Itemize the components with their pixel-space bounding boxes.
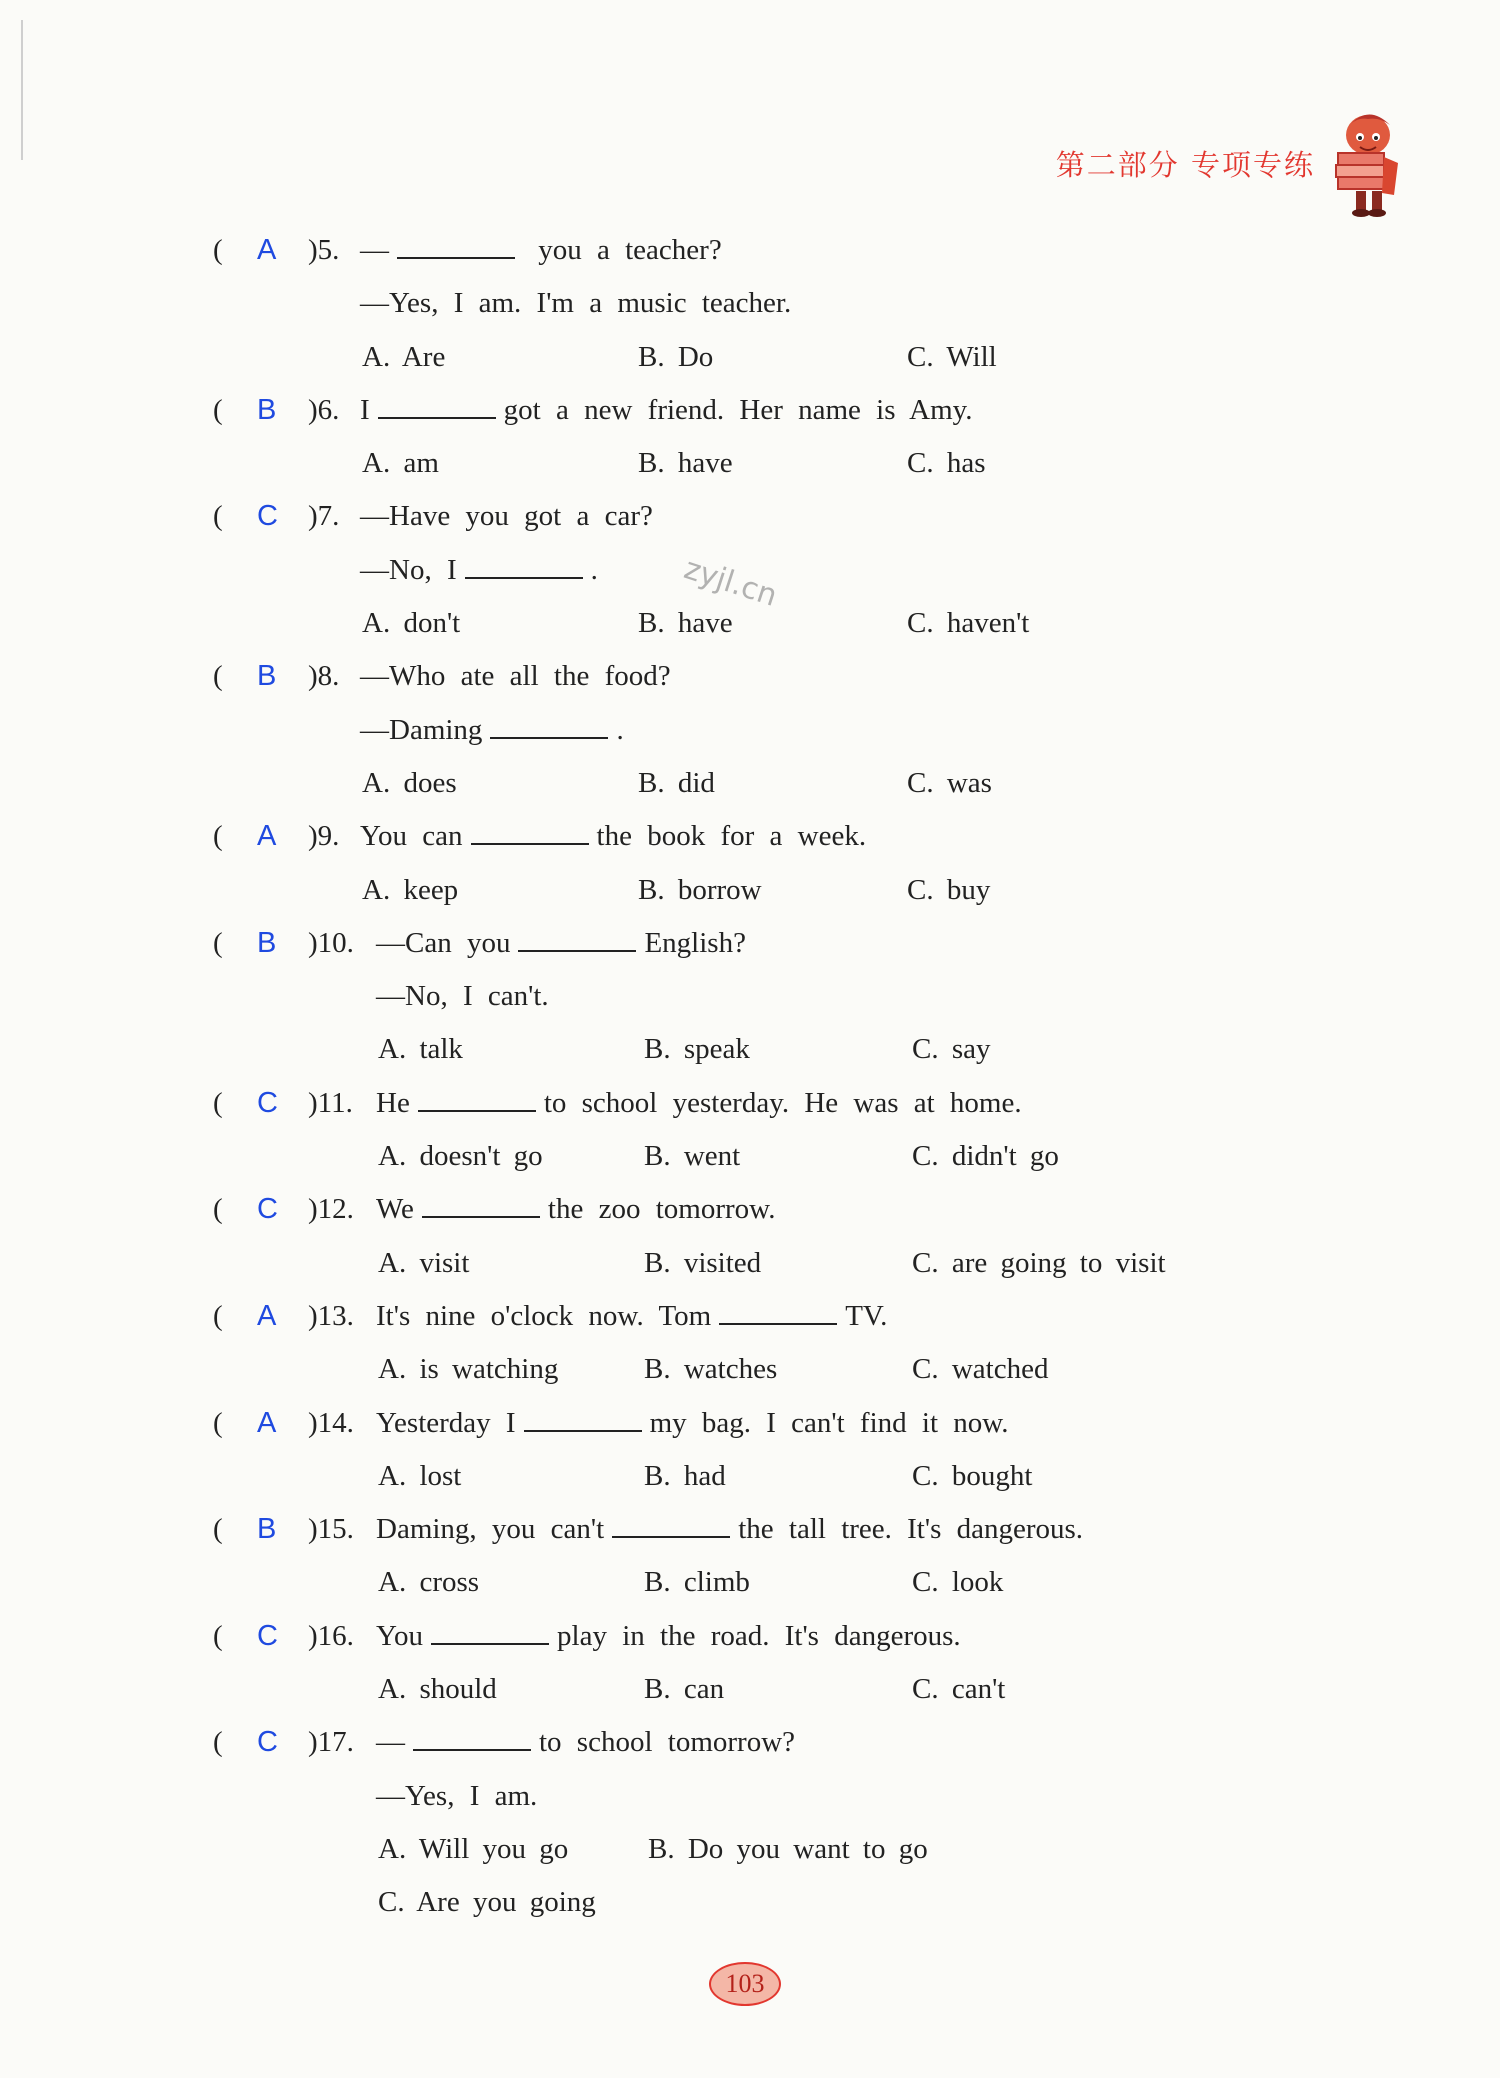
option-b: B. have: [638, 447, 733, 480]
answer-mark: C: [257, 1726, 278, 1759]
answer-blank: [378, 393, 496, 419]
answer-paren: (: [213, 1193, 223, 1226]
question-stem: —No, I .: [360, 553, 598, 586]
options-line: [210, 331, 1310, 384]
answer-mark: B: [257, 1513, 277, 1546]
question-line: [210, 384, 1310, 437]
question-stem: Daming, you can't the tall tree. It's dangerous.: [376, 1513, 1084, 1546]
question-number: )17.: [308, 1726, 354, 1759]
answer-blank: [431, 1619, 549, 1645]
question-line: [210, 970, 1310, 1023]
question-line: [210, 1290, 1310, 1343]
answer-blank: [413, 1725, 531, 1751]
answer-mark: B: [257, 660, 277, 693]
question-number: )16.: [308, 1619, 354, 1652]
page-header: [1015, 105, 1415, 220]
question-number: )8.: [308, 660, 340, 693]
answer-blank: [524, 1406, 642, 1432]
options-line: [210, 1663, 1310, 1716]
options-line: [210, 757, 1310, 810]
question-number: )11.: [308, 1086, 353, 1119]
question-line: [210, 917, 1310, 970]
option-c: C. Will: [907, 340, 997, 373]
question-stem: —Can you English?: [376, 926, 746, 959]
option-a: A. Are: [362, 340, 446, 373]
question-line: [210, 1503, 1310, 1556]
answer-mark: A: [257, 234, 277, 266]
option-c: C. watched: [912, 1353, 1049, 1386]
page-number: 103: [709, 1962, 781, 2006]
answer-paren: (: [213, 1086, 223, 1119]
option-b: B. visited: [644, 1246, 762, 1279]
question-line: [210, 810, 1310, 863]
question-line: [210, 1716, 1310, 1769]
option-c: C. are going to visit: [912, 1246, 1166, 1279]
option-b: B. borrow: [638, 873, 762, 906]
option-c: C. can't: [912, 1673, 1006, 1706]
question-stem: Yesterday I my bag. I can't find it now.: [376, 1406, 1009, 1439]
option-b: B. Do you want to go: [648, 1832, 928, 1865]
options-line: [210, 597, 1310, 650]
question-stem: —Have you got a car?: [360, 500, 653, 533]
option-a: A. am: [362, 447, 439, 480]
option-a: A. cross: [378, 1566, 480, 1599]
question-stem: —Daming .: [360, 713, 624, 746]
option-c: C. was: [907, 766, 992, 799]
option-a: A. doesn't go: [378, 1140, 543, 1173]
option-b: B. went: [644, 1140, 741, 1173]
options-line: [210, 1450, 1310, 1503]
option-a: A. lost: [378, 1459, 462, 1492]
option-a: A. talk: [378, 1033, 463, 1066]
options-line: [210, 864, 1310, 917]
option-c: C. didn't go: [912, 1140, 1059, 1173]
option-c: C. bought: [912, 1459, 1033, 1492]
answer-mark: C: [257, 1193, 278, 1226]
question-stem: —Yes, I am. I'm a music teacher.: [360, 287, 792, 320]
question-number: )12.: [308, 1193, 354, 1226]
section-title: 第二部分 专项专练: [1055, 148, 1315, 182]
options-line: [210, 1556, 1310, 1609]
watermark: zyjl.cn: [679, 551, 782, 614]
question-stem: —No, I can't.: [376, 980, 549, 1013]
option-a: A. don't: [362, 607, 461, 640]
options-line: [210, 1237, 1310, 1290]
option-a: A. does: [362, 766, 457, 799]
question-number: )7.: [308, 500, 340, 533]
question-line: [210, 650, 1310, 703]
answer-mark: B: [257, 926, 277, 959]
question-line: [210, 1610, 1310, 1663]
question-stem: You can the book for a week.: [360, 820, 867, 853]
answer-paren: (: [213, 1406, 223, 1439]
answer-paren: (: [213, 1619, 223, 1652]
answer-mark: A: [257, 820, 277, 853]
option-b: B. have: [638, 607, 733, 640]
question-line: [210, 1077, 1310, 1130]
options-line: [210, 1876, 1310, 1929]
question-number: )15.: [308, 1513, 354, 1546]
question-stem: He to school yesterday. He was at home.: [376, 1086, 1022, 1119]
answer-mark: C: [257, 1086, 278, 1119]
question-line: [210, 704, 1310, 757]
answer-paren: (: [213, 660, 223, 693]
question-stem: — you a teacher?: [360, 234, 722, 266]
option-b: B. did: [638, 766, 715, 799]
answer-mark: A: [257, 1299, 277, 1332]
question-stem: It's nine o'clock now. Tom TV.: [376, 1299, 888, 1332]
answer-blank: [422, 1192, 540, 1218]
option-b: B. watches: [644, 1353, 778, 1386]
answer-blank: [471, 819, 589, 845]
option-c: C. look: [912, 1566, 1004, 1599]
question-line: [210, 544, 1310, 597]
options-line: [210, 1130, 1310, 1183]
answer-mark: C: [257, 500, 278, 533]
answer-blank: [612, 1512, 730, 1538]
question-number: )10.: [308, 926, 354, 959]
answer-paren: (: [213, 1726, 223, 1759]
answer-blank: [465, 553, 583, 579]
answer-mark: C: [257, 1619, 278, 1652]
option-a: A. keep: [362, 873, 459, 906]
option-b: B. climb: [644, 1566, 750, 1599]
question-number: )5.: [308, 234, 340, 266]
answer-paren: (: [213, 820, 223, 853]
answer-paren: (: [213, 393, 223, 426]
answer-blank: [518, 926, 636, 952]
question-stem: We the zoo tomorrow.: [376, 1193, 776, 1226]
mascot-reading-icon: [1320, 105, 1415, 217]
question-stem: —Yes, I am.: [376, 1779, 538, 1812]
option-c: C. say: [912, 1033, 991, 1066]
answer-paren: (: [213, 234, 223, 266]
question-number: )9.: [308, 820, 340, 853]
question-stem: You play in the road. It's dangerous.: [376, 1619, 961, 1652]
option-a: A. Will you go: [378, 1832, 569, 1865]
question-stem: —Who ate all the food?: [360, 660, 671, 693]
question-line: [210, 277, 1310, 330]
question-stem: I got a new friend. Her name is Amy.: [360, 393, 973, 426]
answer-mark: B: [257, 393, 277, 426]
question-line: [210, 1770, 1310, 1823]
answer-paren: (: [213, 1299, 223, 1332]
question-line: [210, 1183, 1310, 1236]
answer-blank: [418, 1086, 536, 1112]
question-list: [210, 224, 1310, 1930]
option-c: C. haven't: [907, 607, 1030, 640]
answer-blank: [490, 713, 608, 739]
question-number: )14.: [308, 1406, 354, 1439]
option-a: A. is watching: [378, 1353, 559, 1386]
answer-paren: (: [213, 500, 223, 533]
question-number: )13.: [308, 1299, 354, 1332]
option-b: B. had: [644, 1459, 726, 1492]
option-b: B. can: [644, 1673, 725, 1706]
binding-line: [21, 20, 23, 160]
option-c: C. has: [907, 447, 986, 480]
option-c: C. Are you going: [378, 1886, 596, 1919]
answer-paren: (: [213, 1513, 223, 1546]
options-line: [210, 437, 1310, 490]
options-line: [210, 1823, 1310, 1876]
answer-blank: [719, 1299, 837, 1325]
question-stem: — to school tomorrow?: [376, 1726, 796, 1759]
question-line: [210, 1397, 1310, 1450]
answer-blank: [397, 233, 515, 259]
option-b: B. speak: [644, 1033, 750, 1066]
options-line: [210, 1343, 1310, 1396]
question-line: [210, 490, 1310, 543]
option-c: C. buy: [907, 873, 991, 906]
answer-paren: (: [213, 926, 223, 959]
question-number: )6.: [308, 393, 340, 426]
option-a: A. should: [378, 1673, 497, 1706]
option-a: A. visit: [378, 1246, 470, 1279]
options-line: [210, 1023, 1310, 1076]
option-b: B. Do: [638, 340, 714, 373]
answer-mark: A: [257, 1406, 277, 1439]
question-line: [210, 224, 1310, 277]
